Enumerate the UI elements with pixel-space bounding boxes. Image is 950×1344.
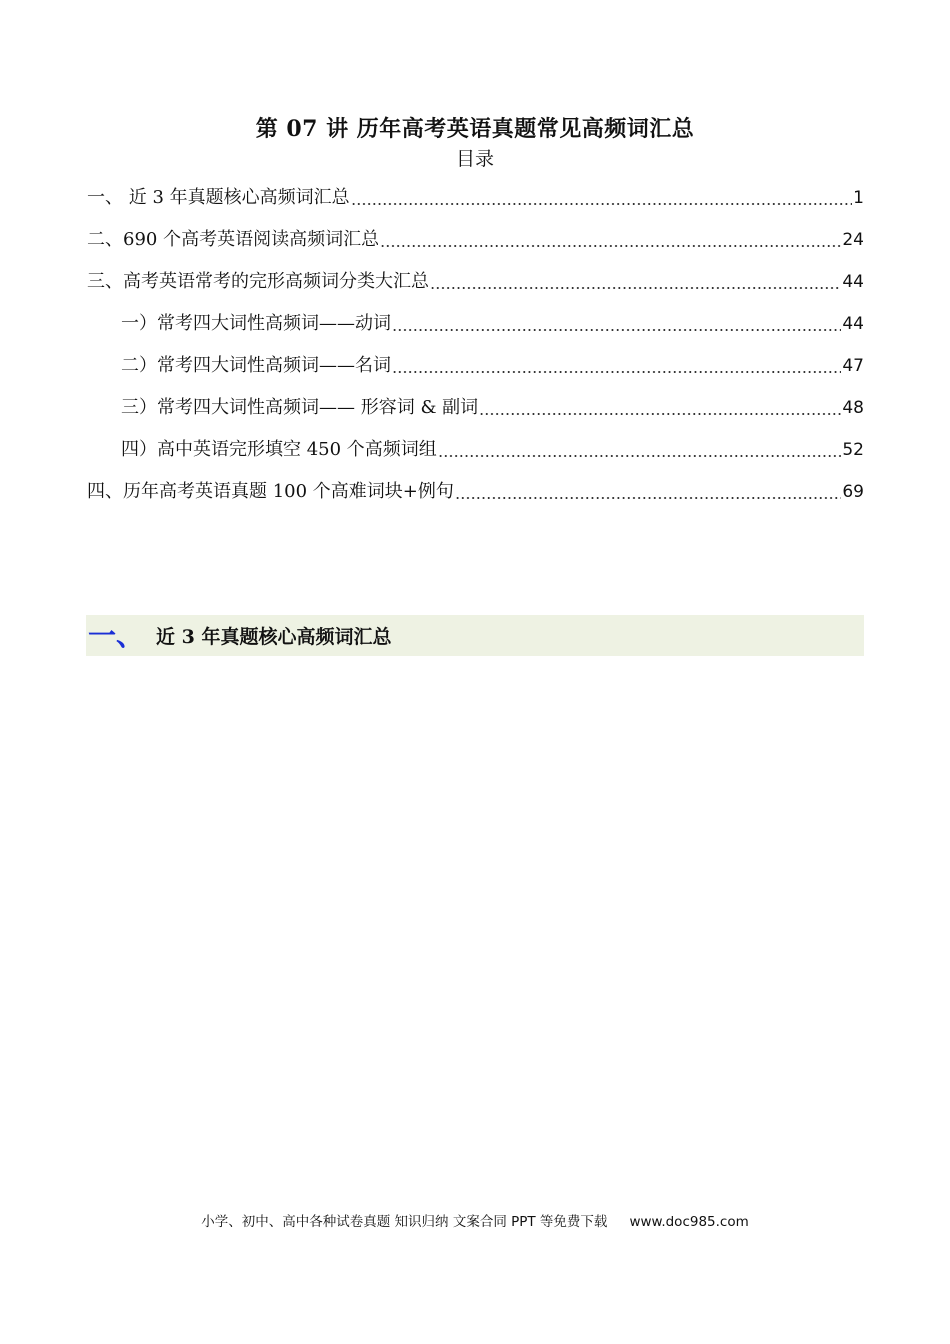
toc-entry-1[interactable] <box>87 170 864 212</box>
toc-page-number: 1 <box>853 188 864 208</box>
section-number: 一、 <box>88 619 145 652</box>
toc-entry-2[interactable] <box>87 212 864 254</box>
page-footer <box>0 1211 950 1233</box>
toc-entry-label: 四、历年高考英语真题 100 个高难词块+例句 <box>87 481 454 502</box>
toc-page-number: 48 <box>842 398 864 418</box>
document-title: 第 07 讲 历年高考英语真题常见高频词汇总 <box>255 116 695 142</box>
toc-dot-leader <box>351 203 853 205</box>
toc-dot-leader <box>455 497 841 499</box>
footer-site-link[interactable]: www.doc985.com <box>629 1214 749 1230</box>
toc-dot-leader <box>392 329 841 331</box>
toc-entry-3[interactable] <box>87 254 864 296</box>
toc-page-number: 44 <box>842 314 864 334</box>
toc-dot-leader <box>438 455 842 457</box>
toc-dot-leader <box>430 287 841 289</box>
toc-page-number: 24 <box>842 230 864 250</box>
toc-page-number: 47 <box>842 356 864 376</box>
toc-entry-4[interactable] <box>87 464 864 506</box>
toc-entry-label: 三）常考四大词性高频词—— 形容词 & 副词 <box>121 397 479 418</box>
toc-entry-3-1[interactable] <box>87 296 864 338</box>
toc-entry-3-4[interactable] <box>87 422 864 464</box>
toc-entry-label: 二）常考四大词性高频词——名词 <box>121 355 391 376</box>
toc-dot-leader <box>380 245 841 247</box>
section-title: 近 3 年真题核心高频词汇总 <box>156 626 392 648</box>
toc-page-number: 44 <box>842 272 864 292</box>
toc-entry-label: 一）常考四大词性高频词——动词 <box>121 313 391 334</box>
footer-text: 小学、初中、高中各种试卷真题 知识归纳 文案合同 PPT 等免费下载 <box>201 1214 608 1230</box>
toc-dot-leader <box>479 413 841 415</box>
toc-entry-label: 一、 近 3 年真题核心高频词汇总 <box>87 187 350 208</box>
toc-dot-leader <box>392 371 841 373</box>
section-heading-bar <box>86 615 864 656</box>
toc-page-number: 52 <box>842 440 864 460</box>
toc-entry-label: 三、高考英语常考的完形高频词分类大汇总 <box>87 271 429 292</box>
toc-entry-label: 四）高中英语完形填空 450 个高频词组 <box>121 439 437 460</box>
toc-page-number: 69 <box>842 482 864 502</box>
toc-heading: 目录 <box>455 148 494 170</box>
table-of-contents <box>87 170 864 506</box>
toc-entry-3-2[interactable] <box>87 338 864 380</box>
toc-entry-3-3[interactable] <box>87 380 864 422</box>
toc-entry-label: 二、690 个高考英语阅读高频词汇总 <box>87 229 380 250</box>
